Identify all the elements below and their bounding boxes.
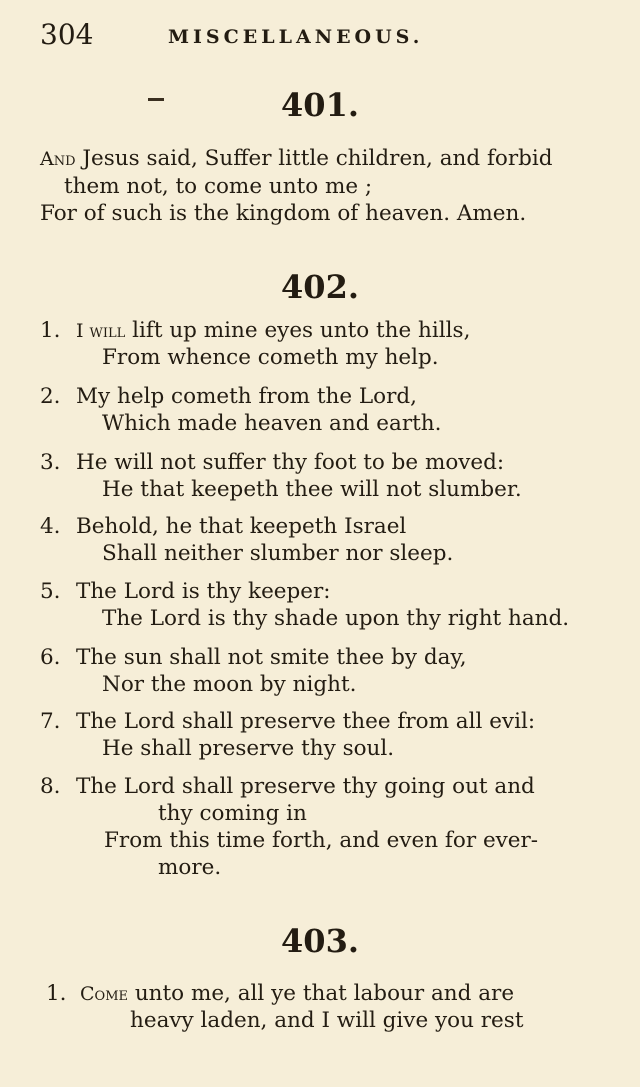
page-number: 304 [40, 18, 94, 51]
verse-number: 2. [40, 384, 61, 409]
verse-line: more. [158, 855, 222, 880]
verse-line: My help cometh from the Lord, [76, 384, 417, 409]
hymn-401-line-2: them not, to come unto me ; [64, 174, 373, 199]
page-header [40, 12, 620, 51]
verse-number: 1. [46, 981, 67, 1006]
hymn-number-403: 403. [281, 922, 359, 960]
verse-number: 3. [40, 450, 61, 475]
verse-line: He shall preserve thy soul. [102, 736, 395, 761]
verse-number: 4. [40, 514, 61, 539]
verse-line-text: lift up mine eyes unto the hills, [125, 318, 471, 343]
hymn-number-401: 401. [281, 86, 359, 124]
running-head: MISCELLANEOUS. [168, 26, 424, 48]
verse-line: From this time forth, and even for ever- [104, 828, 539, 853]
verse-line: From whence cometh my help. [102, 345, 439, 370]
verse-number: 6. [40, 645, 61, 670]
verse-line: Nor the moon by night. [102, 672, 357, 697]
verse-line: He that keepeth thee will not slumber. [102, 477, 522, 502]
hymn-401-lead-word: And [40, 148, 76, 170]
verse-lead-words: I will [76, 320, 126, 342]
verse-line: Shall neither slumber nor sleep. [102, 541, 454, 566]
verse-line: The Lord shall preserve thy going out and [76, 774, 535, 799]
verse-line: The sun shall not smite thee by day, [76, 645, 467, 670]
hymn-401-line-3: For of such is the kingdom of heaven. Amen. [40, 201, 527, 226]
verse-line: He will not suffer thy foot to be moved: [76, 450, 505, 475]
verse-line: The Lord shall preserve thee from all evil: [76, 709, 536, 734]
verse-line: thy coming in [158, 801, 307, 826]
verse-line-text: unto me, all ye that labour and are [128, 981, 515, 1006]
verse-lead-words: Come [80, 983, 128, 1005]
verse-line: The Lord is thy shade upon thy right hand. [102, 606, 570, 631]
verse-line: Behold, he that keepeth Israel [76, 514, 407, 539]
verse-line [76, 318, 470, 344]
verse-line: heavy laden, and I will give you rest [130, 1008, 524, 1033]
verse-line: Which made heaven and earth. [102, 411, 442, 436]
verse-line [80, 981, 514, 1007]
hymn-number-402: 402. [281, 268, 359, 306]
hymn-401-line-1-text: Jesus said, Suffer little children, and forbid [75, 146, 553, 171]
hymn-401-line-1 [40, 146, 553, 172]
verse-number: 8. [40, 774, 61, 799]
verse-number: 7. [40, 709, 61, 734]
verse-line: The Lord is thy keeper: [76, 579, 331, 604]
verse-number: 5. [40, 579, 61, 604]
verse-number: 1. [40, 318, 61, 343]
